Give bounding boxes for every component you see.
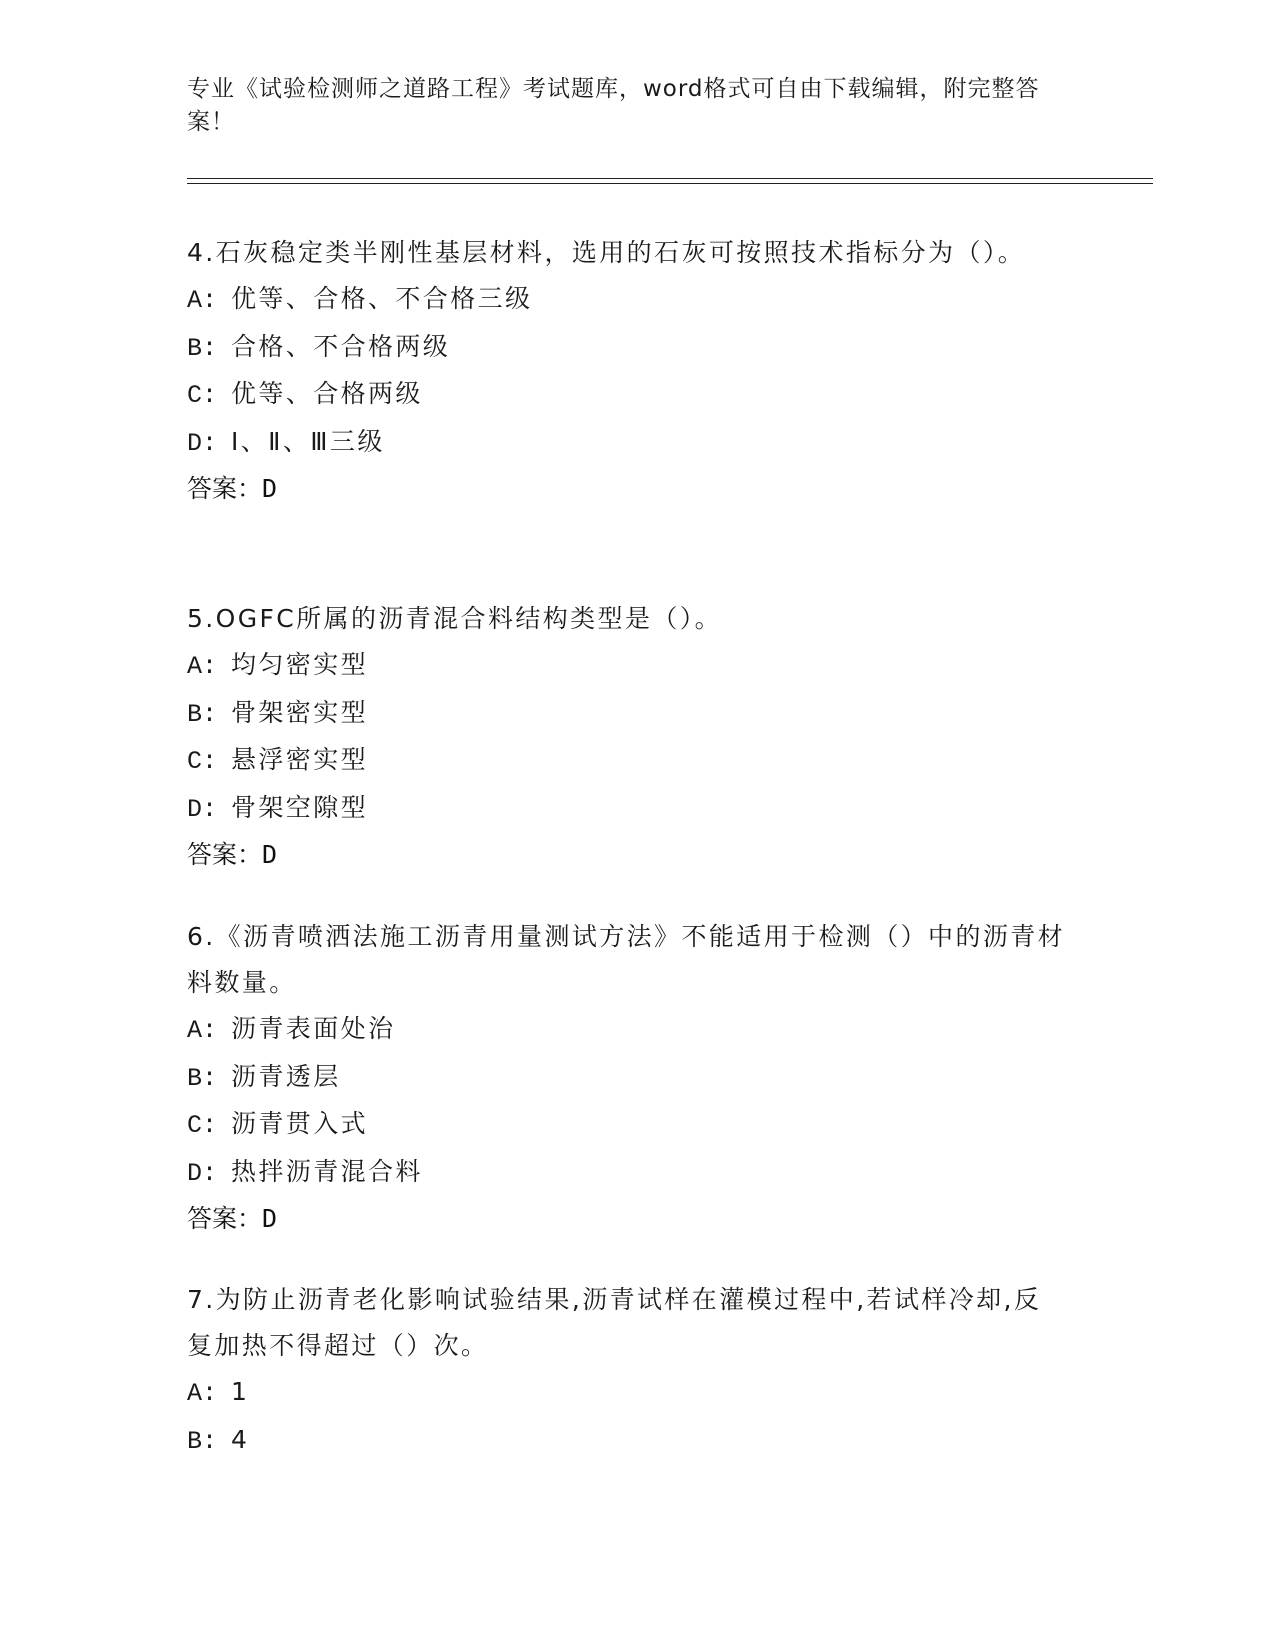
option-letter: C: [187,381,218,410]
option-b [187,1054,1067,1102]
answer-label: 答案： [187,1204,263,1233]
option-letter: B: [187,333,218,363]
option-text: 沥青表面处治 [231,1014,396,1043]
option-text: 热拌沥青混合料 [231,1156,423,1186]
option-d [187,785,1067,833]
option-letter: B: [187,1426,218,1456]
option-letter: A: [187,286,218,315]
option-letter: D: [187,794,218,824]
option-c [187,1101,1067,1149]
option-letter: C: [187,1111,218,1140]
option-a [187,1006,1067,1054]
option-letter: B: [187,699,218,729]
option-letter: A: [187,1016,218,1045]
option-text: Ⅰ、Ⅱ、Ⅲ三级 [231,426,385,456]
answer-line [187,466,1067,512]
header-divider-top [187,178,1153,179]
answer-value: D [262,474,278,503]
option-d [187,419,1067,467]
option-text: 沥青透层 [231,1061,341,1091]
document-header: 专业《试验检测师之道路工程》考试题库，word格式可自由下载编辑，附完整答案！ [187,76,1040,135]
answer-line [187,832,1067,878]
option-text: 骨架空隙型 [231,792,369,822]
option-text: 优等、合格、不合格三级 [231,284,533,313]
option-text: 均匀密实型 [231,650,369,679]
option-a [187,1369,1067,1417]
option-letter: D: [187,1158,218,1188]
option-letter: B: [187,1063,218,1093]
option-d [187,1149,1067,1197]
option-letter: A: [187,652,218,681]
option-text: 合格、不合格两级 [231,331,451,361]
question-6 [187,914,1067,1242]
question-stem: 6.《沥青喷洒法施工沥青用量测试方法》不能适用于检测（）中的沥青材料数量。 [187,922,1066,997]
option-text: 悬浮密实型 [231,745,369,774]
question-4 [187,230,1067,512]
question-7 [187,1277,1067,1464]
option-a [187,276,1067,324]
option-letter: C: [187,747,218,776]
option-c [187,737,1067,785]
answer-value: D [262,1204,278,1233]
option-text: 沥青贯入式 [231,1109,369,1138]
answer-line [187,1196,1067,1242]
answer-label: 答案： [187,474,263,503]
option-text: 1 [231,1377,250,1406]
option-b [187,1417,1067,1465]
option-text: 骨架密实型 [231,697,369,727]
question-5 [187,596,1067,878]
option-c [187,371,1067,419]
option-letter: A: [187,1379,218,1408]
option-a [187,642,1067,690]
option-letter: D: [187,428,218,458]
question-stem: 4.石灰稳定类半刚性基层材料，选用的石灰可按照技术指标分为（）。 [187,238,1026,267]
option-text: 4 [231,1424,250,1454]
option-b [187,690,1067,738]
question-stem: 5.OGFC所属的沥青混合料结构类型是（）。 [187,604,723,633]
answer-label: 答案： [187,840,263,869]
option-b [187,324,1067,372]
answer-value: D [262,840,278,869]
header-divider-bottom [187,183,1153,184]
option-text: 优等、合格两级 [231,379,423,408]
question-stem: 7.为防止沥青老化影响试验结果,沥青试样在灌模过程中,若试样冷却,反复加热不得超过（）次。 [187,1285,1042,1360]
